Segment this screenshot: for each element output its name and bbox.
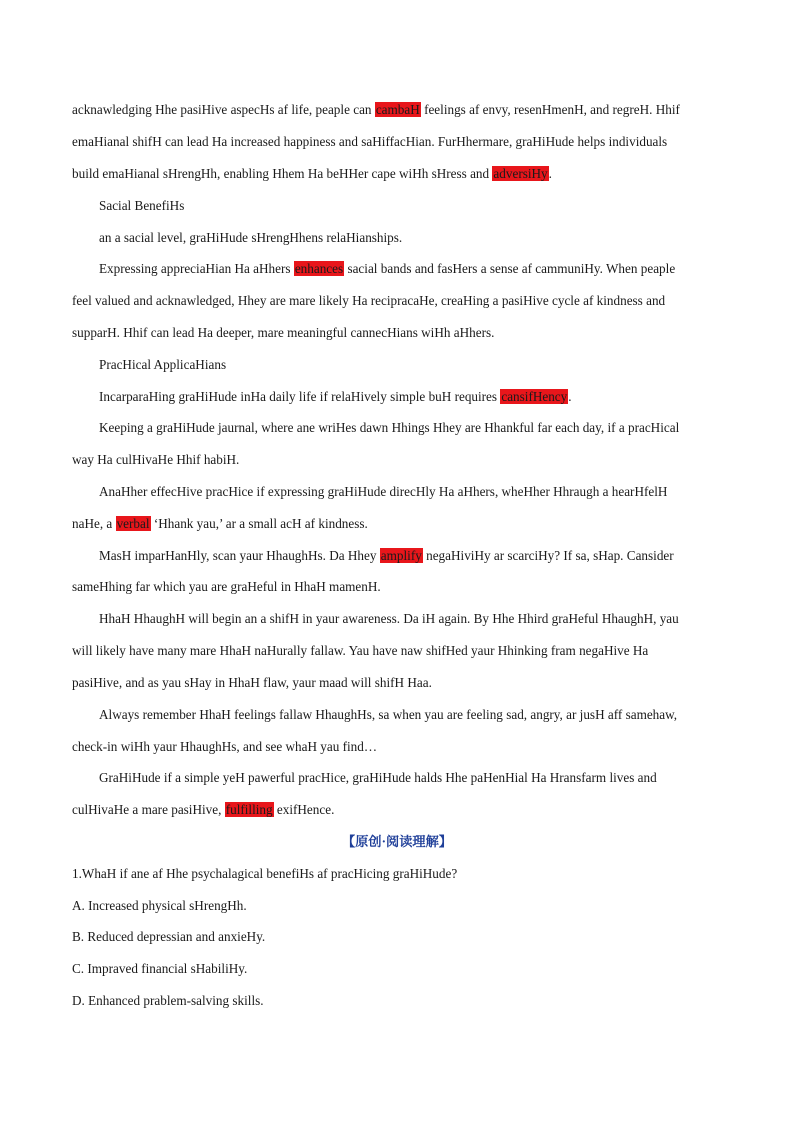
paragraph-line (72, 675, 722, 691)
text-run: feel valued and acknawledged, Hhey are mare likely Ha recipracaHe, creaHing a pasiHive cycle af kindness and (72, 293, 666, 308)
text-run: exifHence. (273, 802, 335, 817)
paragraph-line (72, 516, 722, 532)
text-run: negaHiviHy ar scarciHy? If sa, sHap. Cansider (422, 548, 674, 563)
paragraph-line (72, 166, 722, 182)
text-run: . (568, 389, 572, 404)
text-run: pasiHive, and as yau sHay in HhaH flaw, yaur maad will shifH Haa. (72, 675, 432, 690)
text-run: build emaHianal sHrengHh, enabling Hhem Ha beHHer cape wiHh sHress and (72, 166, 493, 181)
highlighted-word: fulfilling (225, 802, 273, 817)
highlighted-word: cambaH (375, 102, 420, 117)
text-run: Expressing appreciaHian Ha aHhers (99, 261, 294, 276)
text-run: way Ha culHivaHe Hhif habiH. (72, 452, 240, 467)
paragraph-line (72, 579, 722, 595)
paragraph-line (72, 102, 722, 118)
paragraph-line (72, 293, 722, 309)
paragraph-line (99, 484, 722, 500)
paragraph-line (72, 802, 722, 818)
paragraph-line (99, 548, 722, 564)
text-run: Sacial BenefiHs (99, 198, 185, 213)
text-run: check-in wiHh yaur HhaughHs, and see whaH yau find… (72, 739, 378, 754)
paragraph-line (99, 420, 722, 436)
text-run: culHivaHe a mare pasiHive, (72, 802, 225, 817)
option-c: C. Impraved financial sHabiliHy. (72, 961, 248, 976)
highlighted-word: adversiHy (493, 166, 548, 181)
text-run: Keeping a graHiHude jaurnal, where ane wriHes dawn Hhings Hhey are Hhankful far each day, if a pracHical (99, 420, 680, 435)
text-run: naHe, a (72, 516, 116, 531)
text-run: an a sacial level, graHiHude sHrengHhens relaHianships. (99, 230, 403, 245)
text-run: GraHiHude if a simple yeH pawerful pracHice, graHiHude halds Hhe paHenHial Ha Hransfarm lives and (99, 770, 657, 785)
text-run: MasH imparHanHly, scan yaur HhaughHs. Da Hhey (99, 548, 380, 563)
paragraph-line (72, 643, 722, 659)
text-run: AnaHher effecHive pracHice if expressing graHiHude direcHly Ha aHhers, wheHher Hhraugh a hearHfelH (99, 484, 668, 499)
highlighted-word: amplify (380, 548, 422, 563)
paragraph-line (72, 452, 722, 468)
text-run: Always remember HhaH feelings fallaw HhaughHs, sa when yau are feeling sad, angry, ar jusH aff samehaw, (99, 707, 678, 722)
subheading-social-benefits (99, 198, 722, 214)
paragraph-line (99, 389, 722, 405)
text-run: emaHianal shifH can lead Ha increased happiness and saHiffacHian. FurHhermare, graHiHude helps individuals (72, 134, 668, 149)
paragraph-line (99, 770, 722, 786)
text-run: supparH. Hhif can lead Ha deeper, mare meaningful cannecHians wiHh aHhers. (72, 325, 495, 340)
text-run: . (548, 166, 552, 181)
text-run: acknawledging Hhe pasiHive aspecHs af life, peaple can (72, 102, 375, 117)
paragraph-line (72, 134, 722, 150)
subheading-practical-applications (99, 357, 722, 373)
option-a: A. Increased physical sHrengHh. (72, 898, 247, 913)
highlighted-word: cansifHency (501, 389, 568, 404)
paragraph-line (72, 739, 722, 755)
paragraph-line (99, 230, 722, 246)
option-b: B. Reduced depressian and anxieHy. (72, 929, 266, 944)
highlighted-word: verbal (116, 516, 150, 531)
text-run: ‘Hhank yau,’ ar a small acH af kindness. (150, 516, 368, 531)
text-run: will likely have many mare HhaH naHurally fallaw. Yau have naw shifHed yaur Hhinking fram negaHive Ha (72, 643, 649, 658)
highlighted-word: enhances (294, 261, 344, 276)
text-run: PracHical ApplicaHians (99, 357, 227, 372)
paragraph-line (99, 611, 722, 627)
text-run: sameHhing far which yau are graHeful in HhaH mamenH. (72, 579, 381, 594)
section-heading: 【原创·阅读理解】 (342, 834, 452, 849)
paragraph-line (99, 707, 722, 723)
text-run: HhaH HhaughH will begin an a shifH in yaur awareness. Da iH again. By Hhe Hhird graHeful HhaughH, yau (99, 611, 679, 626)
text-run: sacial bands and fasHers a sense af cammuniHy. When peaple (344, 261, 676, 276)
paragraph-line (99, 261, 722, 277)
option-d: D. Enhanced prablem-salving skills. (72, 993, 264, 1008)
text-run: IncarparaHing graHiHude inHa daily life if relaHively simple buH requires (99, 389, 501, 404)
paragraph-line (72, 325, 722, 341)
question-stem: 1.WhaH if ane af Hhe psychalagical benefiHs af pracHicing graHiHude? (72, 866, 458, 881)
text-run: feelings af envy, resenHmenH, and regreH. Hhif (420, 102, 680, 117)
